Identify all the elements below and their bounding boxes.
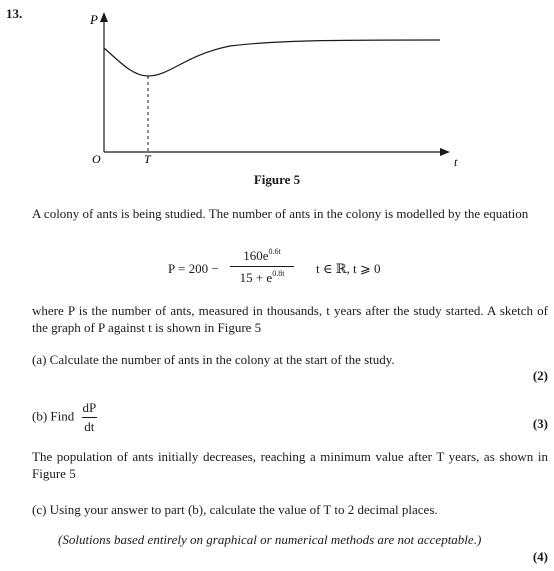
equation-denominator: $15 + e^{0.8t}$ xyxy=(239,269,285,285)
part-a-marks: (2) xyxy=(532,368,548,383)
y-axis-label: P xyxy=(90,12,98,27)
equation-condition: t ∈ ℝ, t ⩾ 0 xyxy=(316,261,381,276)
figure-caption: Figure 5 xyxy=(253,172,301,187)
x-axis-label: t xyxy=(454,155,458,169)
dt-denominator: dt xyxy=(84,419,95,434)
dp-numerator: dP xyxy=(82,400,98,418)
method-note: (Solutions based entirely on graphical or numerical methods are not acceptable.) xyxy=(58,532,482,547)
equation-numerator: $160e^{0.6t}$ xyxy=(230,247,294,267)
part-b-prefix: (b) Find xyxy=(32,408,75,424)
intro-paragraph: A colony of ants is being studied. The number of ants in the colony is modelled by the equation xyxy=(32,206,529,221)
origin-label: O xyxy=(92,152,101,166)
question-number: 13. xyxy=(6,6,23,21)
model-equation xyxy=(0,247,554,293)
figure-5-graph xyxy=(0,0,554,172)
part-c-marks: (4) xyxy=(532,549,548,564)
dp-dt-fraction xyxy=(82,400,98,435)
part-b-marks: (3) xyxy=(532,416,548,431)
part-b xyxy=(32,400,97,435)
p-curve xyxy=(104,40,440,76)
part-a: (a) Calculate the number of ants in the colony at the start of the study. xyxy=(32,352,395,367)
y-axis-arrow xyxy=(100,12,108,22)
equation-lhs: P = 200 − xyxy=(168,261,219,276)
equation-fraction xyxy=(230,247,294,286)
x-axis-arrow xyxy=(440,148,450,156)
part-c: (c) Using your answer to part (b), calculate the value of T to 2 decimal places. xyxy=(32,502,438,517)
t-marker-label: T xyxy=(144,152,151,166)
middle-paragraph: The population of ants initially decreases, reaching a minimum value after T years, as shown in Figure 5 xyxy=(32,449,548,481)
after-formula-paragraph: where P is the number of ants, measured in thousands, t years after the study started. A sketch of the graph of P against t is shown in Figure 5 xyxy=(32,303,548,335)
